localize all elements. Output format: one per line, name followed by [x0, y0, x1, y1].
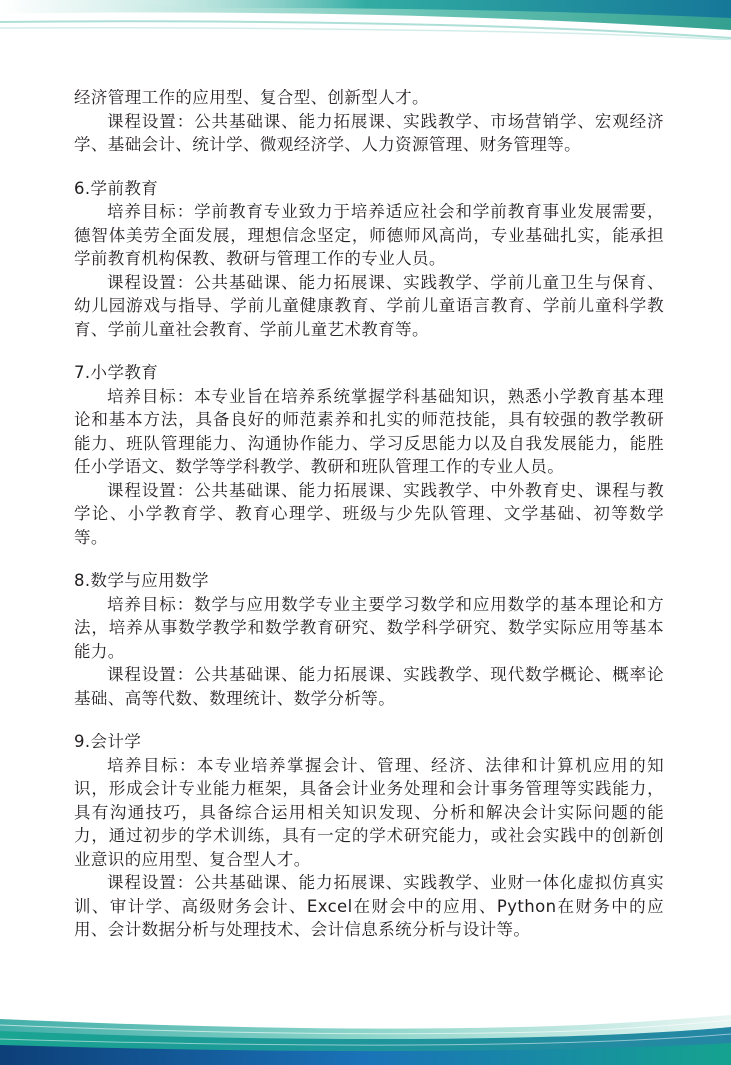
top-decorative-band — [0, 0, 731, 40]
section-mathematics — [74, 569, 664, 710]
section-goal: 培养目标：数学与应用数学专业主要学习数学和应用数学的基本理论和方法，培养从事数学教学和数学教育研究、数学科学研究、数学实际应用等基本能力。 — [74, 594, 664, 661]
section-courses: 课程设置：公共基础课、能力拓展课、实践教学、现代数学概论、概率论基础、高等代数、数理统计、数学分析等。 — [74, 665, 664, 708]
section-goal: 培养目标：本专业培养掌握会计、管理、经济、法律和计算机应用的知识，形成会计专业能力框架，具备会计业务处理和会计事务管理等实践能力，具有沟通技巧，具备综合运用相关知识发现、分析和解决会计实际问题的能力，通过初步的学术训练，具有一定的学术研究能力，或社会实践中的创新创业意识的应用型、复合型人才。 — [74, 755, 664, 869]
section-courses: 课程设置：公共基础课、能力拓展课、实践教学、业财一体化虚拟仿真实训、审计学、高级财务会计、Excel在财会中的应用、Python在财务中的应用、会计数据分析与处理技术、会计信息系统分析与设计等。 — [74, 873, 664, 939]
section-primary-education — [74, 361, 664, 549]
section-goal: 培养目标：学前教育专业致力于培养适应社会和学前教育事业发展需要，德智体美劳全面发展，理想信念坚定，师德师风高尚，专业基础扎实，能承担学前教育机构保教、教研与管理工作的专业人员。 — [74, 202, 664, 268]
section-title: 7.小学教育 — [74, 363, 159, 382]
intro-continuation: 经济管理工作的应用型、复合型、创新型人才。 — [74, 88, 429, 107]
section-title: 6.学前教育 — [74, 178, 159, 198]
bottom-decorative-band — [0, 1005, 731, 1065]
top-wave-graphic — [0, 0, 731, 40]
section-courses: 课程设置：公共基础课、能力拓展课、实践教学、学前儿童卫生与保育、幼儿园游戏与指导、学前儿童健康教育、学前儿童语言教育、学前儿童科学教育、学前儿童社会教育、学前儿童艺术教育等。 — [74, 272, 664, 339]
intro-section — [74, 86, 664, 157]
section-goal: 培养目标：本专业旨在培养系统掌握学科基础知识，熟悉小学教育基本理论和基本方法，具备良好的师范素养和扎实的师范技能，具有较强的教学教研能力、班队管理能力、沟通协作能力、学习反思能力以及自我发展能力，能胜任小学语文、数学等学科教学、教研和班队管理工作的专业人员。 — [74, 386, 664, 476]
bottom-wave-graphic — [0, 1005, 731, 1065]
intro-courses: 课程设置：公共基础课、能力拓展课、实践教学、市场营销学、宏观经济学、基础会计、统计学、微观经济学、人力资源管理、财务管理等。 — [74, 111, 664, 154]
section-preschool-education — [74, 177, 664, 342]
section-accounting — [74, 730, 664, 942]
section-title: 8.数学与应用数学 — [74, 571, 209, 590]
section-title: 9.会计学 — [74, 732, 142, 751]
document-body — [74, 86, 664, 962]
section-courses: 课程设置：公共基础课、能力拓展课、实践教学、中外教育史、课程与教学论、小学教育学、教育心理学、班级与少先队管理、文学基础、初等数学等。 — [74, 480, 664, 547]
